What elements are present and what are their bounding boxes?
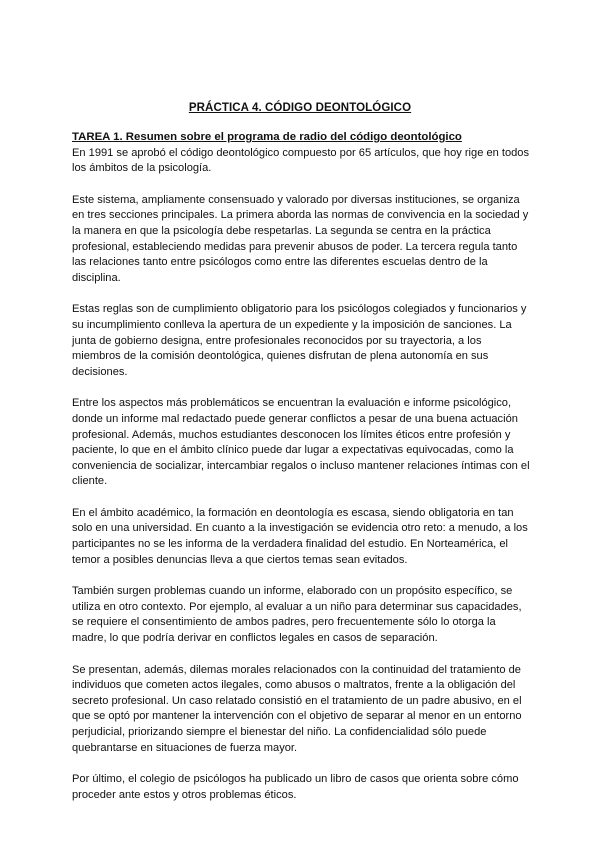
- paragraph-8: Por último, el colegio de psicólogos ha publicado un libro de casos que orienta sobre cómo proceder ante estos y otros problemas éticos.: [72, 773, 519, 801]
- paragraph-7: Se presentan, además, dilemas morales relacionados con la continuidad del tratamiento de individuos que cometen actos ilegales, como abusos o maltratos, frente a la obligación del secreto profesional. Un caso relatado consistió en el tratamiento de un padre abusivo, en el que se optó por mantener la intervención con el objetivo de separar al menor en un entorno perjudicial, priorizando siempre el bienestar del niño. La confidencialidad sólo puede quebrantarse en situaciones de fuerza mayor.: [72, 663, 522, 754]
- paragraph-4: Entre los aspectos más problemáticos se encuentran la evaluación e informe psicológico, donde un informe mal redactado puede generar conflictos a pesar de una buena actuación profesional. Además, muchos estudiantes desconocen los límites éticos entre profesión y paciente, lo que en el ámbito clínico puede dar lugar a expectativas equivocadas, como la conveniencia de socializar, intercambiar regalos o incluso mantener relaciones íntimas con el cliente.: [72, 397, 530, 488]
- paragraph-2: Este sistema, ampliamente consensuado y valorado por diversas instituciones, se organiza en tres secciones principales. La primera aborda las normas de convivencia en la sociedad y la manera en que la psicología debe respetarlas. La segunda se centra en la práctica profesional, estableciendo medidas para prevenir abusos de poder. La tercera regula tanto las relaciones tanto entre psicólogos como entre las diferentes escuelas dentro de la disciplina.: [72, 193, 529, 284]
- paragraph-6: También surgen problemas cuando un informe, elaborado con un propósito específico, se utiliza en otro contexto. Por ejemplo, al evaluar a un niño para determinar sus capacidades, se requiere el consentimiento de ambos padres, pero frecuentemente sólo lo otorga la madre, lo que podría derivar en conflictos legales en casos de separación.: [72, 585, 522, 645]
- document-title: PRÁCTICA 4. CÓDIGO DEONTOLÓGICO: [188, 102, 412, 114]
- paragraph-3: Estas reglas son de cumplimiento obligatorio para los psicólogos colegiados y funcionarios y su incumplimiento conlleva la apertura de un expediente y la imposición de sanciones. La junta de gobierno designa, entre profesionales reconocidos por su trayectoria, a los miembros de la comisión deontológica, quienes disfrutan de plena autonomía en sus decisiones.: [72, 303, 527, 378]
- paragraph-1: En 1991 se aprobó el código deontológico compuesto por 65 artículos, que hoy rige en todos los ámbitos de la psicología.: [72, 146, 530, 175]
- document-body: [72, 130, 531, 819]
- paragraph-5: En el ámbito académico, la formación en deontología es escasa, siendo obligatoria en tan solo en una universidad. En cuanto a la investigación se evidencia otro reto: a menudo, a los participantes no se les informa de la verdadera finalidad del estudio. En Norteamérica, el temor a posibles denuncias lleva a que ciertos temas sean evitados.: [72, 506, 528, 566]
- task-heading: TAREA 1. Resumen sobre el programa de radio del código deontológico: [72, 131, 462, 143]
